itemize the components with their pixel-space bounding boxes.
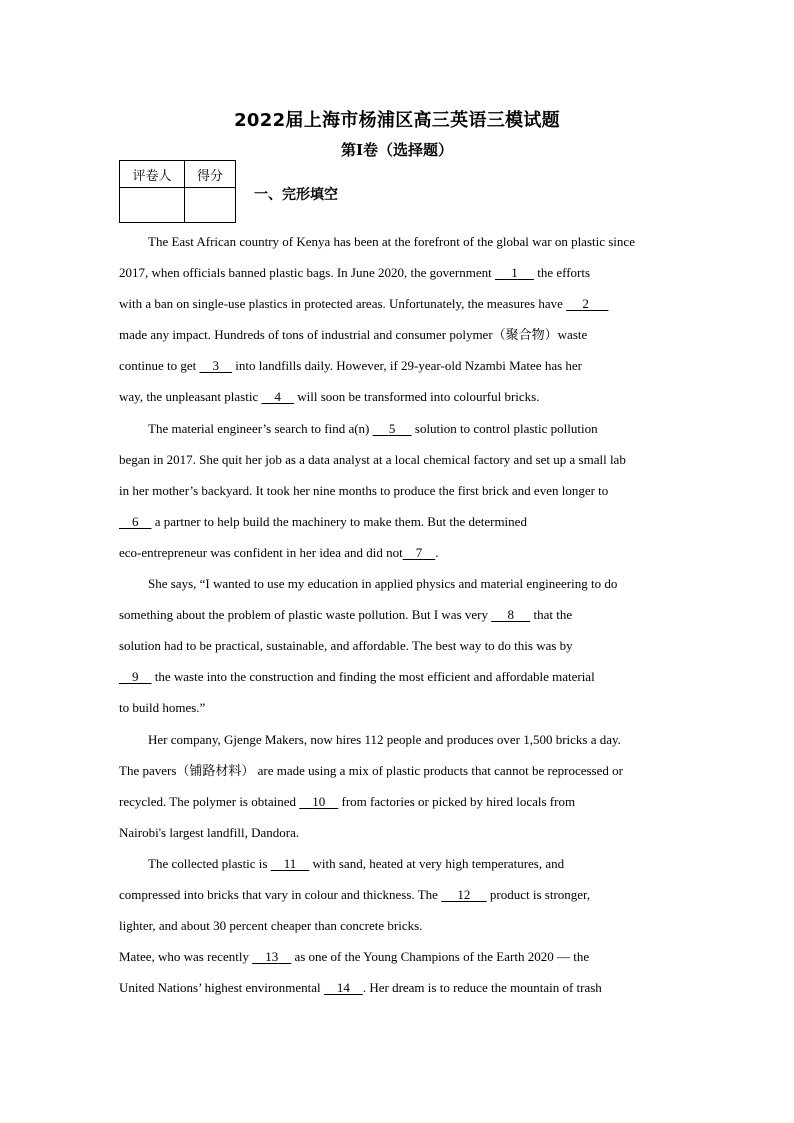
score-cell <box>185 188 236 223</box>
passage-line: The East African country of Kenya has been at the forefront of the global war on plastic since <box>148 234 635 249</box>
score-table <box>119 160 236 223</box>
passage-line: lighter, and about 30 percent cheaper than concrete bricks. <box>119 918 423 934</box>
answer-blank-7[interactable]: 7 <box>415 544 423 560</box>
passage-line: 9 the waste into the construction and finding the most efficient and affordable material <box>119 661 679 692</box>
answer-blank-8[interactable]: 8 <box>507 607 514 623</box>
passage-line: something about the problem of plastic waste pollution. But I was very 8 that the <box>119 599 679 630</box>
passage-line: The material engineer’s search to find a(n) 5 solution to control plastic pollution <box>119 413 679 444</box>
passage-line: way, the unpleasant plastic 4 will soon be transformed into colourful bricks. <box>119 381 679 412</box>
passage-line: Nairobi's largest landfill, Dandora. <box>119 824 300 840</box>
answer-blank-9[interactable]: 9 <box>132 669 139 685</box>
passage-line: She says, “I wanted to use my education in applied physics and material engineering to do <box>148 576 618 592</box>
passage-line: made any impact. Hundreds of tons of industrial and consumer polymer（聚合物）waste <box>119 327 588 343</box>
cloze-section-heading: 一、完形填空 <box>254 187 338 203</box>
passage-line: United Nations’ highest environmental 14 . Her dream is to reduce the mountain of trash <box>119 972 679 1003</box>
answer-blank-13[interactable]: 13 <box>265 949 279 965</box>
section-subtitle: 第I卷（选择题） <box>340 141 454 159</box>
passage-line: in her mother’s backyard. It took her nine months to produce the first brick and even longer to <box>119 482 609 498</box>
passage-line: 2017, when officials banned plastic bags. In June 2020, the government 1 the efforts <box>119 257 679 288</box>
passage-line: 6 a partner to help build the machinery to make them. But the determined <box>119 506 679 537</box>
passage-line: The pavers（铺路材料） are made using a mix of plastic products that cannot be reprocessed or <box>119 762 623 778</box>
grader-header: 评卷人 <box>120 161 185 188</box>
answer-blank-10[interactable]: 10 <box>312 793 326 809</box>
page-title: 2022届上海市杨浦区高三英语三模试题 <box>234 110 560 131</box>
passage-line: compressed into bricks that vary in colour and thickness. The 12 product is stronger, <box>119 879 679 910</box>
answer-blank-12[interactable]: 12 <box>457 886 471 902</box>
passage-line: eco-entrepreneur was confident in her idea and did not 7 . <box>119 537 679 568</box>
answer-blank-3[interactable]: 3 <box>212 358 220 374</box>
passage-line: continue to get 3 into landfills daily. However, if 29-year-old Nzambi Matee has her <box>119 350 679 381</box>
answer-blank-14[interactable]: 14 <box>336 980 350 996</box>
answer-blank-5[interactable]: 5 <box>388 420 396 436</box>
score-header: 得分 <box>185 161 236 188</box>
passage-line: to build homes.” <box>119 700 206 716</box>
answer-blank-2[interactable]: 2 <box>582 296 589 312</box>
answer-blank-6[interactable]: 6 <box>132 513 139 529</box>
cloze-passage <box>119 226 679 1003</box>
passage-line: with a ban on single-use plastics in protected areas. Unfortunately, the measures have 2 <box>119 288 679 319</box>
passage-line: began in 2017. She quit her job as a data analyst at a local chemical factory and set up a small lab <box>119 451 626 467</box>
answer-blank-1[interactable]: 1 <box>511 265 518 281</box>
passage-line: Matee, who was recently 13 as one of the Young Champions of the Earth 2020 — the <box>119 941 679 972</box>
grader-cell <box>120 188 185 223</box>
passage-line: Her company, Gjenge Makers, now hires 112 people and produces over 1,500 bricks a day. <box>148 731 621 747</box>
passage-line: solution had to be practical, sustainable, and affordable. The best way to do this was by <box>119 638 573 654</box>
passage-line: The collected plastic is 11 with sand, heated at very high temperatures, and <box>119 848 679 879</box>
answer-blank-11[interactable]: 11 <box>283 855 297 871</box>
passage-line: recycled. The polymer is obtained 10 from factories or picked by hired locals from <box>119 786 679 817</box>
answer-blank-4[interactable]: 4 <box>274 389 281 405</box>
